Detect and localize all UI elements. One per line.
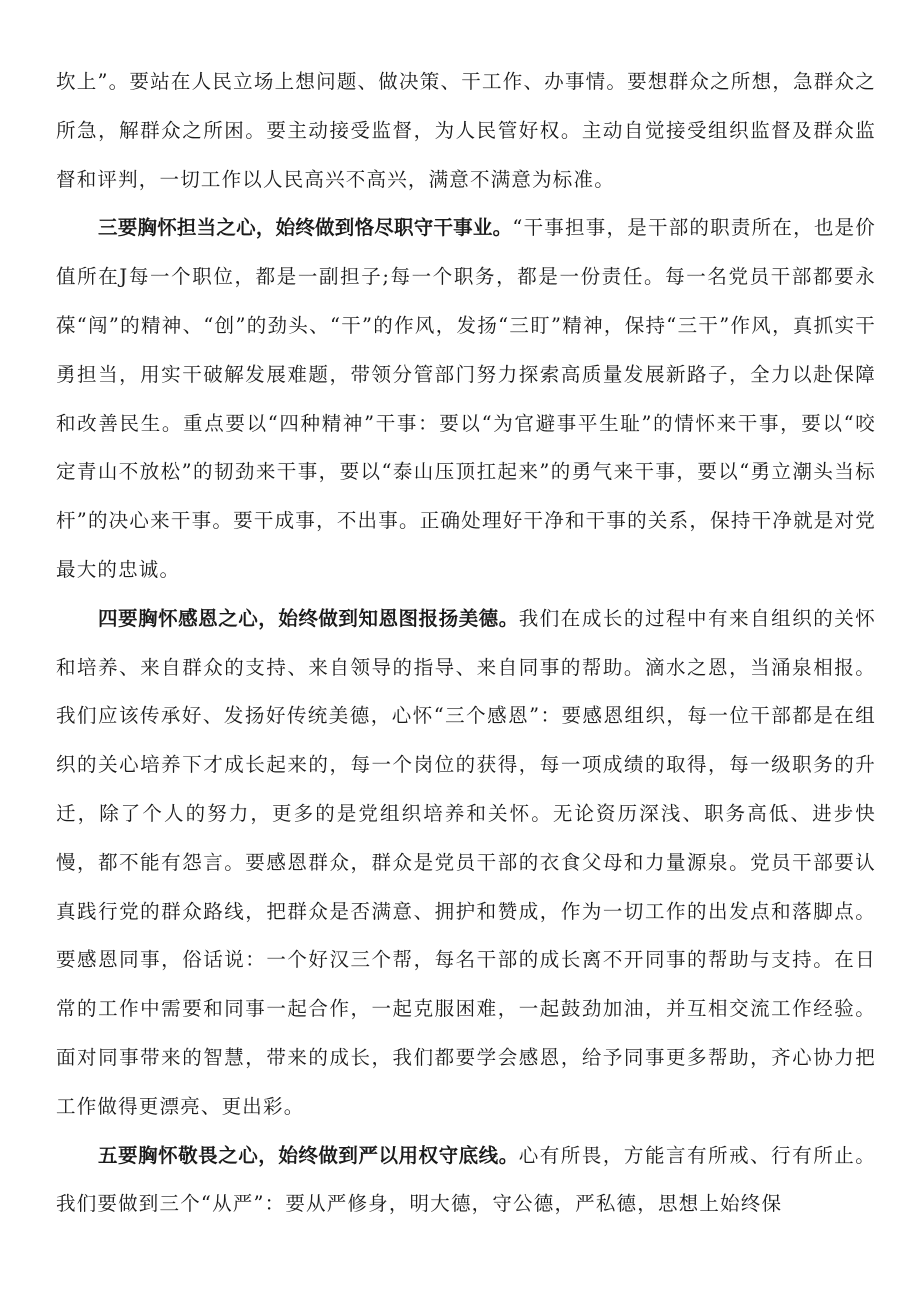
section-heading: 四要胸怀感恩之心，始终做到知恩图报扬美德。 [98,606,519,630]
paragraph-body: “干事担事，是干部的职责所在，也是价值所在J每一个职位，都是一副担子;每一个职务，都是一份责任。每一名党员干部都要永葆“闯”的精神、“创”的劲头、“干”的作风，发扬“三盯”精神，保持“三干”作风，真抓实干勇担当，用实干破解发展难题，带领分管部门努力探索高质量发展新路子，全力以赴保障和改善民生。重点要以“四种精神”干事：要以“为官避事平生耻”的情怀来干事，要以“咬定青山不放松”的韧劲来干事，要以“泰山压顶扛起来”的勇气来干事，要以“勇立潮头当标杆”的决心来干事。要干成事，不出事。正确处理好干净和干事的关系，保持干净就是对党最大的忠诚。 [56,216,876,581]
section-heading: 三要胸怀担当之心，始终做到恪尽职守干事业。 [98,216,513,240]
paragraph-body: 心有所畏，方能言有所戒、行有所止。我们要做到三个“从严”：要从严修身，明大德，守公德，严私德，思想上始终保 [56,1143,876,1216]
paragraph-section-five [56,1132,876,1230]
document-page [56,58,876,1229]
paragraph-continuation [56,58,876,204]
paragraph-body: 坎上”。要站在人民立场上想问题、做决策、干工作、办事情。要想群众之所想，急群众之所急，解群众之所困。要主动接受监督，为人民管好权。主动自觉接受组织监督及群众监督和评判，一切工作以人民高兴不高兴，满意不满意为标准。 [56,70,876,191]
paragraph-section-three [56,204,876,594]
paragraph-body: 我们在成长的过程中有来自组织的关怀和培养、来自群众的支持、来自领导的指导、来自同事的帮助。滴水之恩，当涌泉相报。我们应该传承好、发扬好传统美德，心怀“三个感恩”：要感恩组织，每一位干部都是在组织的关心培养下才成长起来的，每一个岗位的获得，每一项成绩的取得，每一级职务的升迁，除了个人的努力，更多的是党组织培养和关怀。无论资历深浅、职务高低、进步快慢，都不能有怨言。要感恩群众，群众是党员干部的衣食父母和力量源泉。党员干部要认真践行党的群众路线，把群众是否满意、拥护和赞成，作为一切工作的出发点和落脚点。要感恩同事，俗话说：一个好汉三个帮，每名干部的成长离不开同事的帮助与支持。在日常的工作中需要和同事一起合作，一起克服困难，一起鼓劲加油，并互相交流工作经验。面对同事带来的智慧，带来的成长，我们都要学会感恩，给予同事更多帮助，齐心协力把工作做得更漂亮、更出彩。 [56,606,876,1118]
paragraph-section-four [56,595,876,1132]
section-heading: 五要胸怀敬畏之心，始终做到严以用权守底线。 [98,1143,519,1167]
